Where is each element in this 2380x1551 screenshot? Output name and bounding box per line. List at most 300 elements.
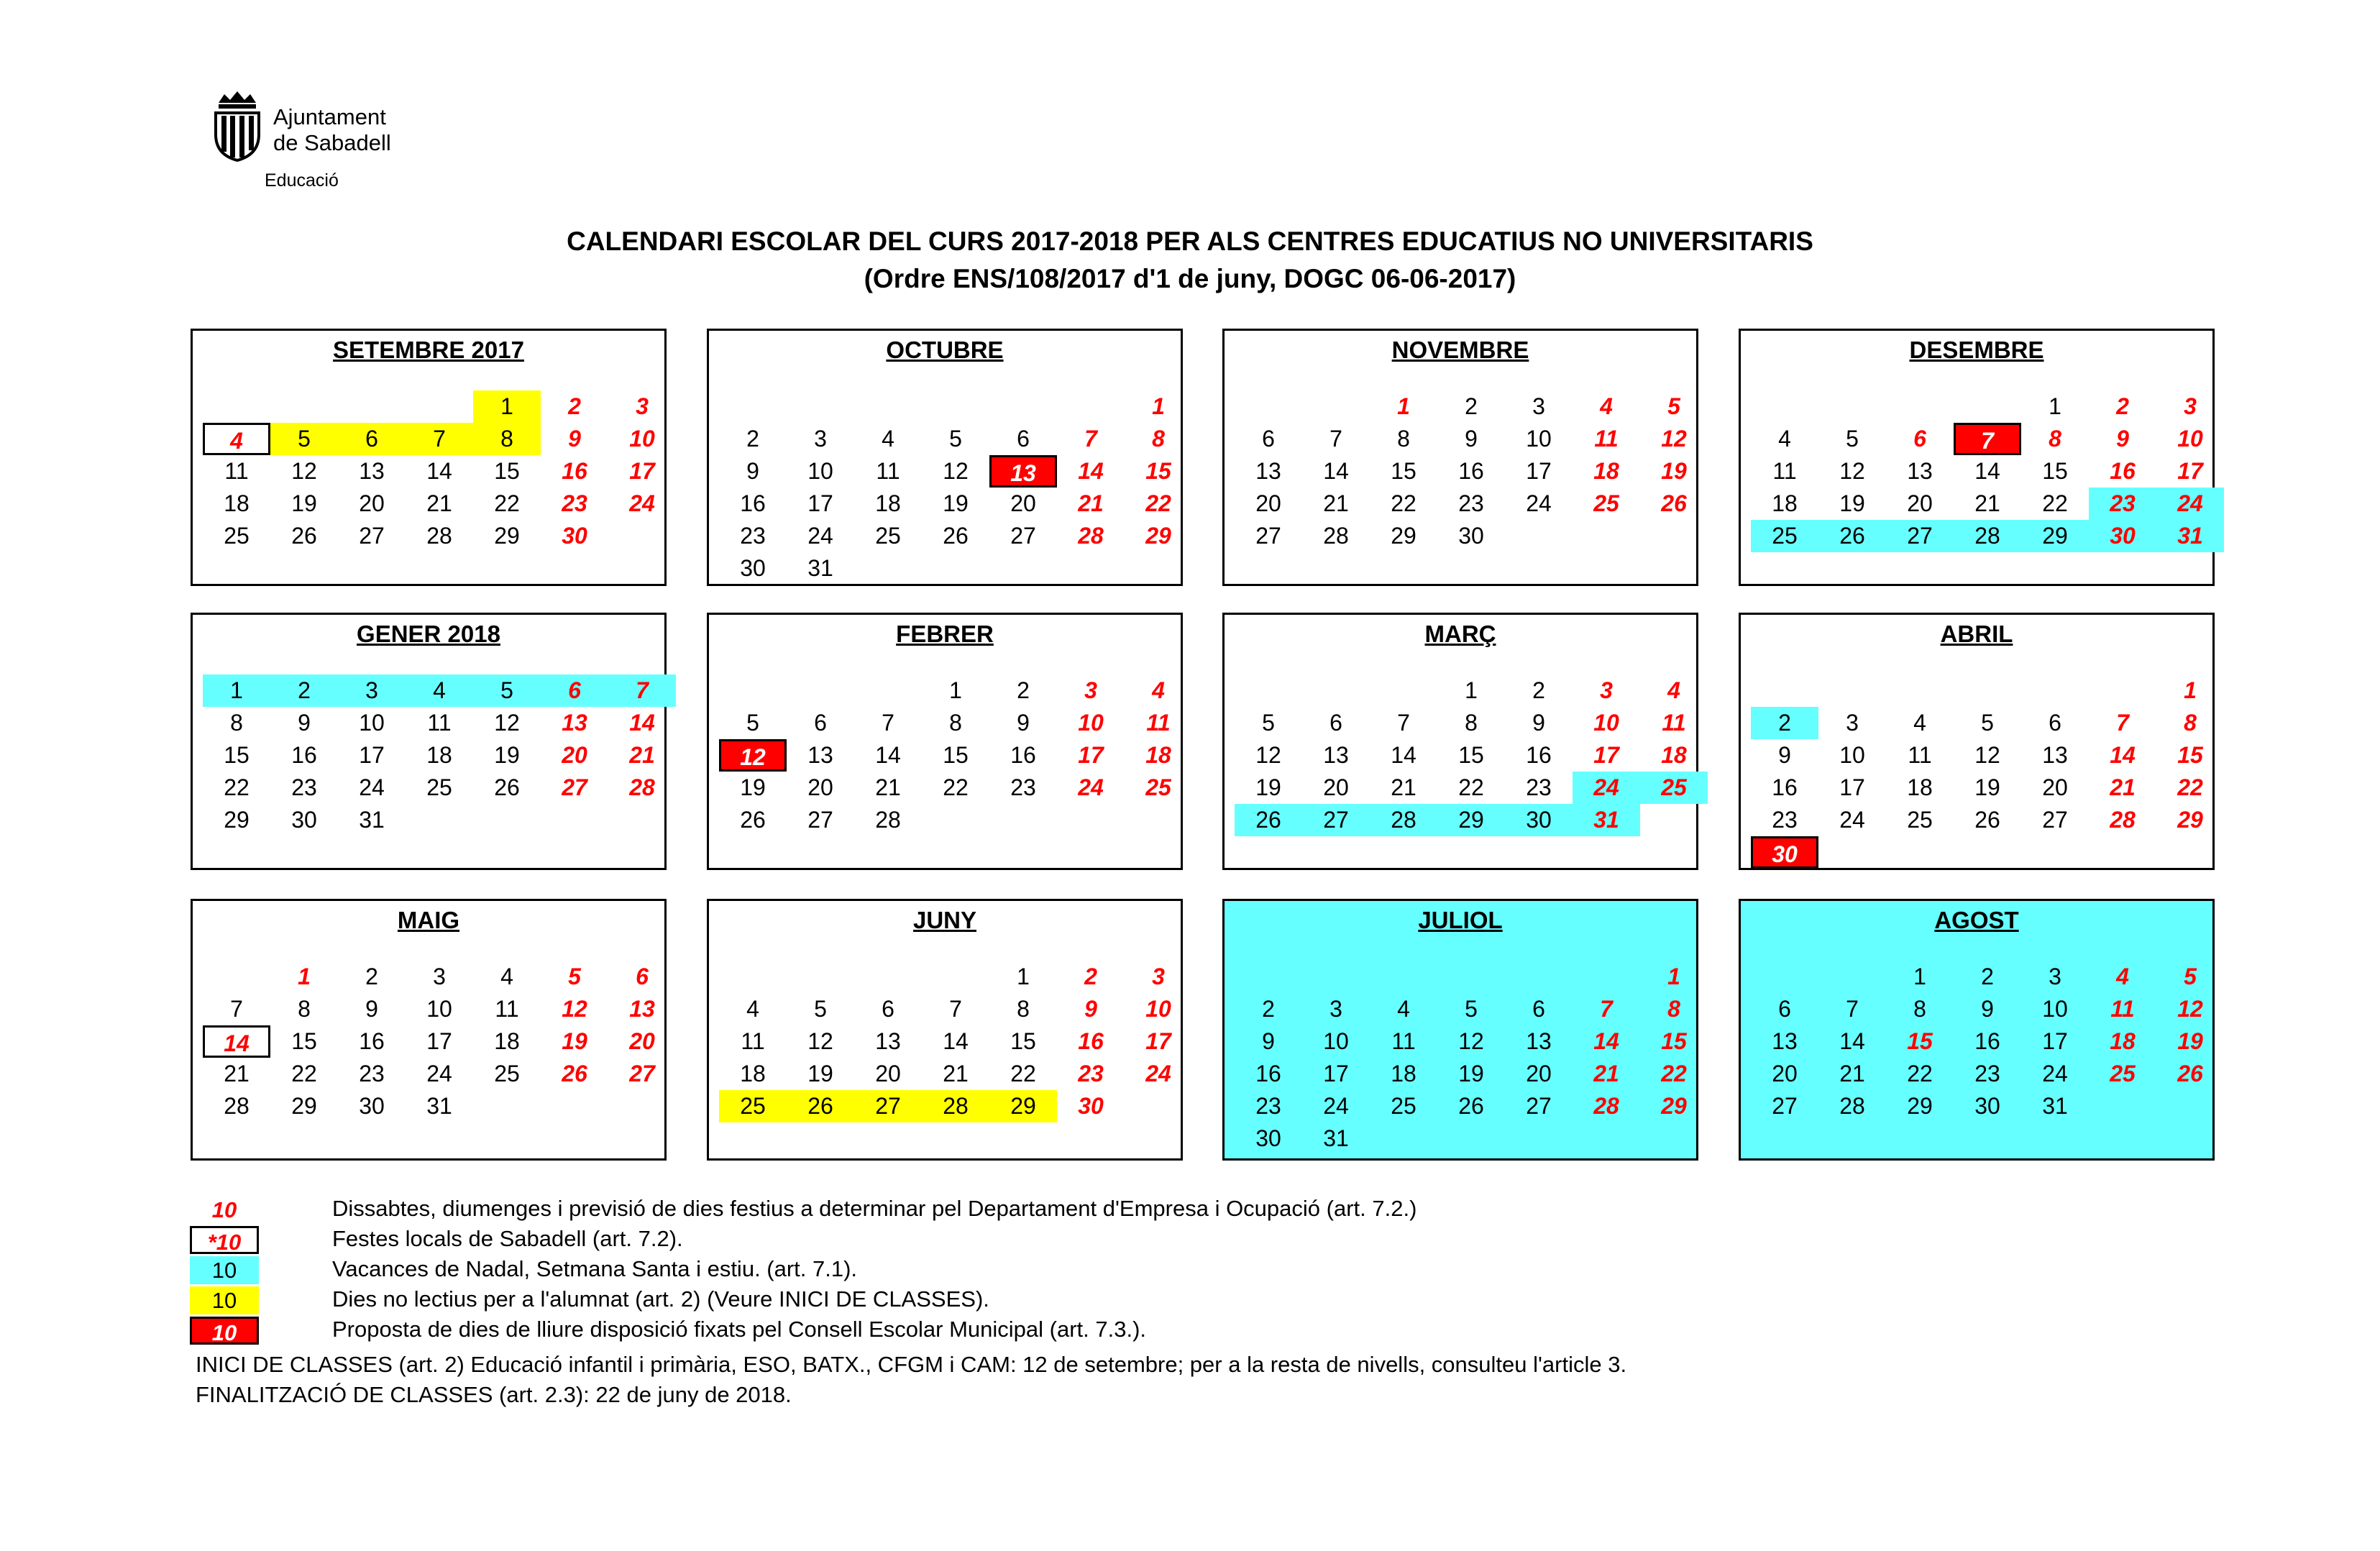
day-cell: 2 [1084,964,1097,989]
day-cell: 14 [629,710,655,736]
day-cell: 4 [1600,393,1613,419]
day-cell: 19 [1458,1061,1484,1086]
day-cell: 7 [949,996,962,1022]
day-cell: 7 [230,996,243,1022]
day-cell: 27 [1255,523,1281,549]
day-cell: 4 [1778,426,1791,452]
day-cell: 13 [2042,742,2068,768]
day-cell: 14 [1593,1028,1619,1054]
day-cell: 15 [1391,458,1416,484]
day-cell: 23 [1526,774,1552,800]
day-cell: 29 [2177,807,2203,833]
day-cell: 27 [629,1061,655,1086]
month-8 [1739,613,2215,870]
day-cell: 9 [1084,996,1097,1022]
day-cell: 1 [298,964,311,989]
month-3 [1222,329,1698,586]
day-cell: 15 [494,458,520,484]
day-cell: 31 [807,555,833,581]
day-cell: 11 [224,458,249,484]
day-cell: 23 [562,490,587,516]
day-cell: 21 [629,742,655,768]
day-cell: 9 [1262,1028,1275,1054]
day-cell: 7 [882,710,894,736]
day-cell: 8 [298,996,311,1022]
day-cell: 10 [1078,710,1104,736]
day-cell: 17 [2042,1028,2068,1054]
day-cell: 17 [807,490,833,516]
day-cell: 8 [1017,996,1030,1022]
day-cell: 12 [719,739,787,772]
day-cell: 6 [1329,710,1342,736]
day-cell: 2 [1465,393,1478,419]
day-cell: 25 [719,1090,787,1122]
day-cell: 23 [1255,1093,1281,1119]
day-cell: 10 [359,710,385,736]
day-cell: 27 [1526,1093,1552,1119]
day-cell: 12 [494,710,520,736]
logo [209,90,439,198]
day-cell: 30 [291,807,317,833]
month-name: OCTUBRE [886,337,1004,363]
day-cell: 16 [562,458,587,484]
day-cell: 3 [1329,996,1342,1022]
day-cell: 27 [359,523,385,549]
day-cell: 7 [1600,996,1613,1022]
day-cell: 26 [1458,1093,1484,1119]
day-cell: 13 [629,996,655,1022]
day-cell: 10 [807,458,833,484]
day-cell: 16 [1458,458,1484,484]
day-cell: 13 [1255,458,1281,484]
day-cell: 4 [1913,710,1926,736]
day-cell: 20 [1526,1061,1552,1086]
day-cell: 10 [2042,996,2068,1022]
month-12 [1739,899,2215,1161]
day-cell: 28 [1593,1093,1619,1119]
day-cell: 27 [1886,520,1954,552]
day-cell: 17 [629,458,655,484]
day-cell: 15 [1458,742,1484,768]
legend-swatch: 10 [190,1317,259,1345]
day-cell: 20 [1323,774,1349,800]
month-9 [191,899,667,1161]
day-cell: 8 [1913,996,1926,1022]
note-inici: INICI DE CLASSES (art. 2) Educació infantil i primària, ESO, BATX., CFGM i CAM: 12 de setembre; per a la resta de nivells, consulteu l'article 3. [196,1352,1627,1377]
day-cell: 24 [2156,488,2224,520]
month-11 [1222,899,1698,1161]
day-cell: 1 [1913,964,1926,989]
day-cell: 31 [426,1093,452,1119]
day-cell: 30 [562,523,587,549]
day-cell: 28 [1370,804,1437,836]
day-cell: 5 [1846,426,1859,452]
day-cell: 30 [1255,1125,1281,1151]
day-cell: 28 [629,774,655,800]
day-cell: 22 [2177,774,2203,800]
day-cell: 7 [1954,423,2021,455]
day-cell: 5 [2184,964,2197,989]
day-cell: 18 [2110,1028,2136,1054]
day-cell: 26 [943,523,969,549]
day-cell: 2 [746,426,759,452]
month-name: AGOST [1934,907,2019,933]
day-cell: 14 [1391,742,1416,768]
day-cell: 21 [875,774,901,800]
day-cell: 10 [1593,710,1619,736]
day-cell: 16 [1772,774,1798,800]
day-cell: 28 [875,807,901,833]
day-cell: 17 [1526,458,1552,484]
day-cell: 2 [1981,964,1994,989]
day-cell: 29 [1391,523,1416,549]
month-6 [707,613,1183,870]
month-name: FEBRER [896,621,994,647]
day-cell: 21 [1593,1061,1619,1086]
day-cell: 26 [494,774,520,800]
day-cell: 23 [1458,490,1484,516]
day-cell: 17 [359,742,385,768]
day-cell: 17 [1078,742,1104,768]
day-cell: 6 [1532,996,1545,1022]
day-cell: 19 [1974,774,2000,800]
day-cell: 3 [433,964,446,989]
day-cell: 2 [2116,393,2129,419]
day-cell: 18 [1907,774,1933,800]
day-cell: 24 [359,774,385,800]
day-cell: 1 [203,674,270,707]
day-cell: 7 [1397,710,1410,736]
month-2 [707,329,1183,586]
day-cell: 24 [2042,1061,2068,1086]
legend-swatch: 10 [190,1256,259,1284]
day-cell: 12 [1255,742,1281,768]
day-cell: 15 [1661,1028,1687,1054]
day-cell: 16 [359,1028,385,1054]
day-cell: 20 [629,1028,655,1054]
day-cell: 29 [1661,1093,1687,1119]
day-cell: 7 [2116,710,2129,736]
legend-text: Vacances de Nadal, Setmana Santa i estiu. (art. 7.1). [332,1256,858,1281]
day-cell: 28 [1323,523,1349,549]
day-cell: 2 [270,674,338,707]
day-cell: 3 [1532,393,1545,419]
day-cell: 24 [1078,774,1104,800]
month-5 [191,613,667,870]
day-cell: 10 [1323,1028,1349,1054]
month-name: MAIG [397,907,460,933]
day-cell: 12 [1839,458,1865,484]
day-cell: 9 [1778,742,1791,768]
day-cell: 6 [882,996,894,1022]
day-cell: 18 [875,490,901,516]
org-name-line2: de Sabadell [273,130,391,155]
day-cell: 5 [1465,996,1478,1022]
legend-text: Dies no lectius per a l'alumnat (art. 2) (Veure INICI DE CLASSES). [332,1286,989,1312]
day-cell: 15 [943,742,969,768]
day-cell: 17 [1593,742,1619,768]
day-cell: 25 [2110,1061,2136,1086]
day-cell: 7 [608,674,676,707]
day-cell: 12 [562,996,587,1022]
day-cell: 5 [473,674,541,707]
day-cell: 18 [740,1061,766,1086]
day-cell: 4 [2116,964,2129,989]
day-cell: 12 [2177,996,2203,1022]
day-cell: 31 [2042,1093,2068,1119]
day-cell: 16 [1526,742,1552,768]
day-cell: 23 [1010,774,1036,800]
day-cell: 2 [365,964,378,989]
day-cell: 14 [203,1025,270,1058]
day-cell: 11 [1772,458,1797,484]
day-cell: 26 [562,1061,587,1086]
day-cell: 2 [1532,677,1545,703]
day-cell: 25 [1145,774,1171,800]
day-cell: 18 [1391,1061,1416,1086]
day-cell: 25 [224,523,250,549]
day-cell: 6 [1262,426,1275,452]
day-cell: 11 [1662,710,1686,736]
day-cell: 7 [1329,426,1342,452]
day-cell: 15 [224,742,250,768]
day-cell: 31 [1573,804,1640,836]
day-cell: 20 [1772,1061,1798,1086]
day-cell: 13 [1323,742,1349,768]
day-cell: 9 [746,458,759,484]
day-cell: 3 [2184,393,2197,419]
day-cell: 29 [1907,1093,1933,1119]
day-cell: 14 [2110,742,2136,768]
day-cell: 26 [2177,1061,2203,1086]
day-cell: 18 [1772,490,1798,516]
coat-of-arms-icon [209,90,266,162]
day-cell: 9 [2116,426,2129,452]
day-cell: 26 [291,523,317,549]
day-cell: 7 [406,423,473,455]
day-cell: 10 [1526,426,1552,452]
day-cell: 15 [2177,742,2203,768]
day-cell: 6 [814,710,827,736]
legend-swatch: 10 [190,1286,259,1314]
day-cell: 18 [1593,458,1619,484]
day-cell: 30 [1505,804,1573,836]
day-cell: 27 [562,774,587,800]
day-cell: 9 [298,710,311,736]
day-cell: 18 [1145,742,1171,768]
day-cell: 1 [1465,677,1478,703]
day-cell: 22 [2042,490,2068,516]
day-cell: 21 [2110,774,2136,800]
day-cell: 24 [1526,490,1552,516]
day-cell: 24 [1145,1061,1171,1086]
day-cell: 16 [291,742,317,768]
day-cell: 1 [2184,677,2197,703]
page-title: CALENDARI ESCOLAR DEL CURS 2017-2018 PER ALS CENTRES EDUCATIUS NO UNIVERSITARIS [567,227,1813,256]
day-cell: 7 [1846,996,1859,1022]
day-cell: 27 [2042,807,2068,833]
day-cell: 2 [1017,677,1030,703]
day-cell: 21 [1078,490,1104,516]
day-cell: 23 [740,523,766,549]
day-cell: 11 [1146,710,1171,736]
day-cell: 5 [270,423,338,455]
day-cell: 4 [406,674,473,707]
day-cell: 25 [494,1061,520,1086]
day-cell: 28 [224,1093,250,1119]
day-cell: 23 [1772,807,1798,833]
day-cell: 6 [338,423,406,455]
day-cell: 16 [2110,458,2136,484]
note-finalitzacio: FINALITZACIÓ DE CLASSES (art. 2.3): 22 de juny de 2018. [196,1382,792,1407]
day-cell: 15 [2042,458,2068,484]
day-cell: 22 [1391,490,1416,516]
day-cell: 12 [943,458,969,484]
day-cell: 20 [359,490,385,516]
day-cell: 11 [876,458,900,484]
day-cell: 10 [1839,742,1865,768]
day-cell: 13 [1907,458,1933,484]
month-name: GENER 2018 [357,621,500,647]
day-cell: 26 [1661,490,1687,516]
day-cell: 24 [1573,772,1640,804]
day-cell: 16 [1974,1028,2000,1054]
day-cell: 3 [1846,710,1859,736]
day-cell: 29 [224,807,250,833]
day-cell: 19 [1839,490,1865,516]
day-cell: 23 [359,1061,385,1086]
day-cell: 11 [495,996,519,1022]
day-cell: 12 [291,458,317,484]
day-cell: 16 [740,490,766,516]
day-cell: 6 [541,674,608,707]
month-name: JULIOL [1418,907,1503,933]
day-cell: 15 [1010,1028,1036,1054]
day-cell: 3 [1600,677,1613,703]
day-cell: 19 [1661,458,1687,484]
legend-text: Dissabtes, diumenges i previsió de dies festius a determinar pel Departament d'Empresa i Ocupació (art. 7.2.) [332,1196,1417,1221]
day-cell: 5 [1981,710,1994,736]
day-cell: 1 [1017,964,1030,989]
day-cell: 8 [2049,426,2061,452]
day-cell: 19 [943,490,969,516]
day-cell: 24 [629,490,655,516]
day-cell: 15 [1907,1028,1933,1054]
day-cell: 18 [1661,742,1687,768]
day-cell: 8 [1667,996,1680,1022]
day-cell: 25 [426,774,452,800]
day-cell: 21 [1839,1061,1865,1086]
legend-swatch: *10 [190,1226,259,1254]
day-cell: 15 [1145,458,1171,484]
day-cell: 2 [1262,996,1275,1022]
month-10 [707,899,1183,1161]
day-cell: 5 [746,710,759,736]
day-cell: 4 [1667,677,1680,703]
day-cell: 14 [943,1028,969,1054]
day-cell: 22 [943,774,969,800]
legend-text: Festes locals de Sabadell (art. 7.2). [332,1226,683,1251]
day-cell: 3 [2049,964,2061,989]
day-cell: 12 [1974,742,2000,768]
day-cell: 1 [2049,393,2061,419]
day-cell: 30 [359,1093,385,1119]
day-cell: 6 [1778,996,1791,1022]
day-cell: 17 [1323,1061,1349,1086]
day-cell: 25 [1640,772,1708,804]
day-cell: 13 [875,1028,901,1054]
day-cell: 13 [1772,1028,1798,1054]
day-cell: 5 [568,964,581,989]
day-cell: 18 [224,490,250,516]
day-cell: 28 [1839,1093,1865,1119]
day-cell: 12 [1661,426,1687,452]
day-cell: 9 [1981,996,1994,1022]
day-cell: 9 [1532,710,1545,736]
day-cell: 13 [562,710,587,736]
day-cell: 11 [2110,996,2135,1022]
day-cell: 4 [500,964,513,989]
day-cell: 30 [2089,520,2156,552]
day-cell: 17 [426,1028,452,1054]
day-cell: 30 [1751,836,1818,869]
day-cell: 17 [2177,458,2203,484]
day-cell: 21 [1391,774,1416,800]
day-cell: 6 [1017,426,1030,452]
day-cell: 27 [1302,804,1370,836]
day-cell: 29 [291,1093,317,1119]
day-cell: 28 [922,1090,989,1122]
day-cell: 22 [1907,1061,1933,1086]
day-cell: 22 [494,490,520,516]
day-cell: 8 [473,423,541,455]
day-cell: 18 [494,1028,520,1054]
day-cell: 17 [1839,774,1865,800]
month-1 [191,329,667,586]
day-cell: 15 [291,1028,317,1054]
day-cell: 22 [1010,1061,1036,1086]
day-cell: 25 [1907,807,1933,833]
day-cell: 10 [629,426,655,452]
day-cell: 3 [636,393,649,419]
day-cell: 10 [426,996,452,1022]
day-cell: 28 [2110,807,2136,833]
day-cell: 11 [427,710,452,736]
day-cell: 23 [1974,1061,2000,1086]
day-cell: 5 [949,426,962,452]
day-cell: 2 [1751,707,1818,739]
day-cell: 21 [1323,490,1349,516]
day-cell: 19 [1255,774,1281,800]
day-cell: 29 [1145,523,1171,549]
day-cell: 3 [338,674,406,707]
day-cell: 11 [1594,426,1619,452]
day-cell: 1 [949,677,962,703]
day-cell: 12 [1458,1028,1484,1054]
day-cell: 14 [426,458,452,484]
day-cell: 22 [1661,1061,1687,1086]
month-7 [1222,613,1698,870]
day-cell: 19 [740,774,766,800]
day-cell: 10 [1145,996,1171,1022]
day-cell: 28 [1078,523,1104,549]
day-cell: 30 [1078,1093,1104,1119]
day-cell: 19 [562,1028,587,1054]
day-cell: 30 [1458,523,1484,549]
day-cell: 12 [807,1028,833,1054]
month-name: ABRIL [1940,621,2013,647]
day-cell: 26 [787,1090,854,1122]
